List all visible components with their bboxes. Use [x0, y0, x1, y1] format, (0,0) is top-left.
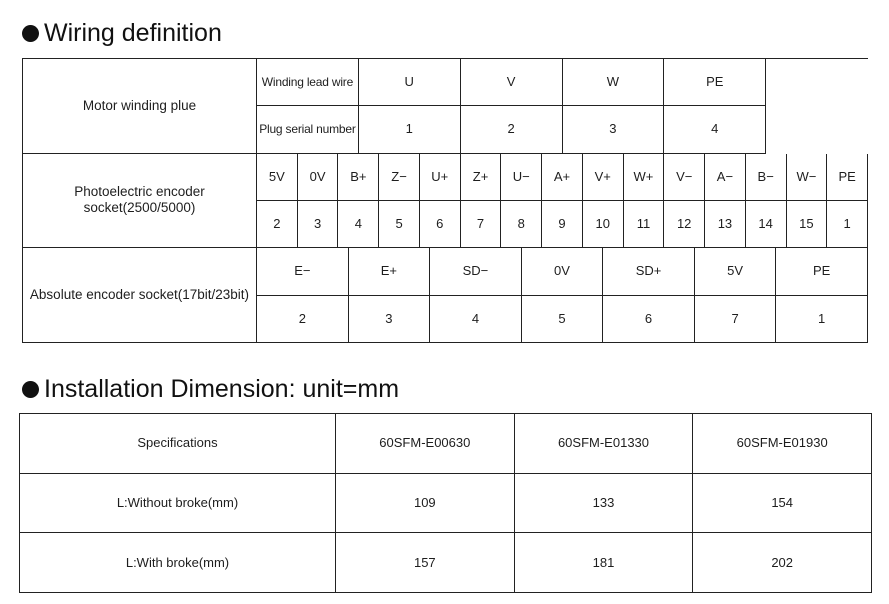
- serial-number-cell: 1: [359, 106, 461, 153]
- pin-cell: 8: [501, 201, 542, 248]
- dimension-cell: 157: [336, 533, 515, 593]
- signal-cell: U−: [501, 154, 542, 201]
- model-header: 60SFM-E01930: [693, 414, 872, 474]
- bullet-icon: [22, 381, 39, 398]
- serial-number-cell: 4: [664, 106, 766, 153]
- signal-cell: V−: [664, 154, 705, 201]
- signal-cell: E+: [349, 248, 430, 295]
- pin-cell: 11: [624, 201, 665, 248]
- wiring-section-title: [22, 18, 222, 48]
- absolute-encoder-label: Absolute encoder socket(17bit/23bit): [23, 248, 257, 343]
- pin-cell: 4: [430, 296, 522, 343]
- pin-cell: 3: [349, 296, 430, 343]
- specifications-header: Specifications: [20, 414, 336, 474]
- pin-cell: 5: [522, 296, 603, 343]
- signal-cell: Z−: [379, 154, 420, 201]
- winding-lead-wire-label: Winding lead wire: [257, 59, 359, 106]
- row-label-without-brake: L:Without broke(mm): [20, 474, 336, 534]
- motor-winding-label: Motor winding plue: [23, 59, 257, 154]
- dimension-cell: 154: [693, 474, 872, 534]
- pin-cell: 2: [257, 296, 349, 343]
- signal-cell: E−: [257, 248, 349, 295]
- signal-cell: B+: [338, 154, 379, 201]
- install-section-title: [22, 374, 399, 404]
- signal-cell: A−: [705, 154, 746, 201]
- pin-cell: 15: [787, 201, 828, 248]
- signal-cell: B−: [746, 154, 787, 201]
- signal-cell: 0V: [522, 248, 603, 295]
- pin-cell: 1: [827, 201, 868, 248]
- signal-cell: PE: [776, 248, 868, 295]
- pin-cell: 2: [257, 201, 298, 248]
- signal-cell: U+: [420, 154, 461, 201]
- dimension-cell: 202: [693, 533, 872, 593]
- row-label-with-brake: L:With broke(mm): [20, 533, 336, 593]
- signal-cell: V+: [583, 154, 624, 201]
- signal-cell: A+: [542, 154, 583, 201]
- pin-cell: 9: [542, 201, 583, 248]
- wire-cell: W: [563, 59, 665, 106]
- signal-cell: SD+: [603, 248, 695, 295]
- install-title-text: Installation Dimension: unit=mm: [44, 375, 400, 403]
- signal-cell: PE: [827, 154, 868, 201]
- wiring-table: [22, 58, 868, 343]
- signal-cell: 5V: [695, 248, 776, 295]
- pin-cell: 7: [461, 201, 502, 248]
- pin-cell: 4: [338, 201, 379, 248]
- wire-cell: PE: [664, 59, 766, 106]
- pin-cell: 14: [746, 201, 787, 248]
- wiring-title-text: Wiring definition: [44, 19, 222, 47]
- plug-serial-number-label: Plug serial number: [257, 106, 359, 153]
- signal-cell: W+: [624, 154, 665, 201]
- model-header: 60SFM-E01330: [515, 414, 694, 474]
- wire-cell: V: [461, 59, 563, 106]
- model-header: 60SFM-E00630: [336, 414, 515, 474]
- pin-cell: 13: [705, 201, 746, 248]
- pin-cell: 3: [298, 201, 339, 248]
- serial-number-cell: 2: [461, 106, 563, 153]
- signal-cell: 5V: [257, 154, 298, 201]
- bullet-icon: [22, 25, 39, 42]
- signal-cell: SD−: [430, 248, 522, 295]
- pin-cell: 7: [695, 296, 776, 343]
- pin-cell: 6: [603, 296, 695, 343]
- pin-cell: 6: [420, 201, 461, 248]
- installation-table: [19, 413, 872, 593]
- pin-cell: 5: [379, 201, 420, 248]
- wire-cell: U: [359, 59, 461, 106]
- signal-cell: 0V: [298, 154, 339, 201]
- pin-cell: 10: [583, 201, 624, 248]
- signal-cell: W−: [787, 154, 828, 201]
- dimension-cell: 133: [515, 474, 694, 534]
- serial-number-cell: 3: [563, 106, 665, 153]
- pin-cell: 12: [664, 201, 705, 248]
- dimension-cell: 109: [336, 474, 515, 534]
- pin-cell: 1: [776, 296, 868, 343]
- dimension-cell: 181: [515, 533, 694, 593]
- signal-cell: Z+: [461, 154, 502, 201]
- photoelectric-encoder-label: Photoelectric encoder socket(2500/5000): [23, 154, 257, 249]
